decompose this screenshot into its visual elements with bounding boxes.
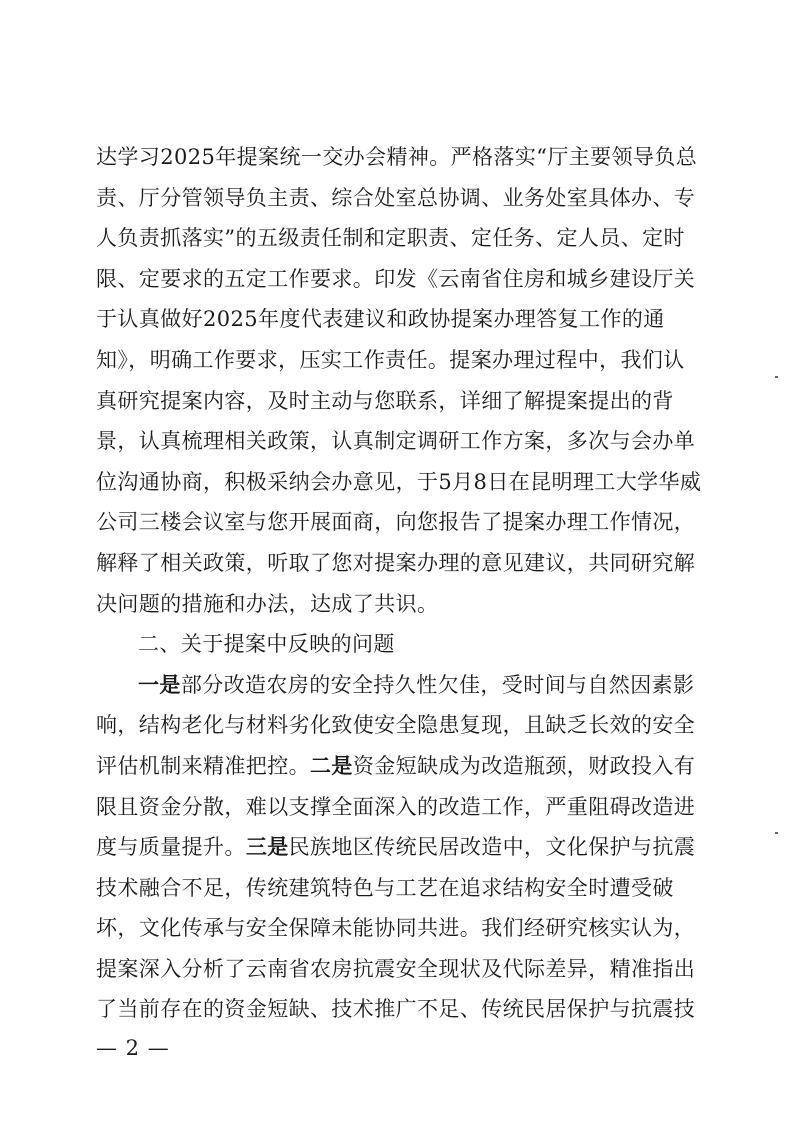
page-number: — 2 — <box>96 1036 170 1060</box>
margin-mark-upper <box>775 376 778 378</box>
section-heading: 二、关于提案中反映的问题 <box>138 632 395 657</box>
body-text <box>96 137 706 1030</box>
issue-third: 民族地区传统民居改造中，文化保护与抗震技术融合不足，传统建筑特色与工艺在追求结构安全时遭受破坏，文化传承与安全保障未能协同共进。我们经研究核实认为，提案深入分析了云南省农房抗震安全现状及代际差异，精准指出了当前存在的资金短缺、技术推广不足、传统民居保护与抗震技 <box>96 835 696 1022</box>
issue-first: 部分改造农房的安全持久性欠佳，受时间与自然因素影响，结构老化与材料劣化致使安全隐患复现，且缺乏长效的安全评估机制来精准把控。 <box>96 672 696 778</box>
lead-first: 一是 <box>138 671 181 697</box>
paragraph-continuation: 达学习2025年提案统一交办会精神。严格落实“厅主要领导负总责、厅分管领导负主责、综合处室总协调、业务处室具体办、专人负责抓落实”的五级责任制和定职责、定任务、定人员、定时限、定要求的五定工作要求。印发《云南省住房和城乡建设厅关于认真做好2025年度代表建议和政协提案办理答复工作的通知》，明确工作要求，压实工作责任。提案办理过程中，我们认真研究提案内容，及时主动与您联系，详细了解提案提出的背景，认真梳理相关政策，认真制定调研工作方案，多次与会办单位沟通协商，积极采纳会办意见，于5月8日在昆明理工大学华威公司三楼会议室与您开展面商，向您报告了提案办理工作情况，解释了相关政策，听取了您对提案办理的意见建议，共同研究解决问题的措施和办法，达成了共识。 <box>96 145 702 616</box>
paragraph-issues <box>96 665 706 1030</box>
issue-second: 资金短缺成为改造瓶颈，财政投入有限且资金分散，难以支撑全面深入的改造工作，严重阻碍改造进度与质量提升。 <box>96 753 696 860</box>
lead-third: 三是 <box>245 834 289 860</box>
margin-mark-lower <box>775 832 778 834</box>
lead-second: 二是 <box>310 752 353 778</box>
